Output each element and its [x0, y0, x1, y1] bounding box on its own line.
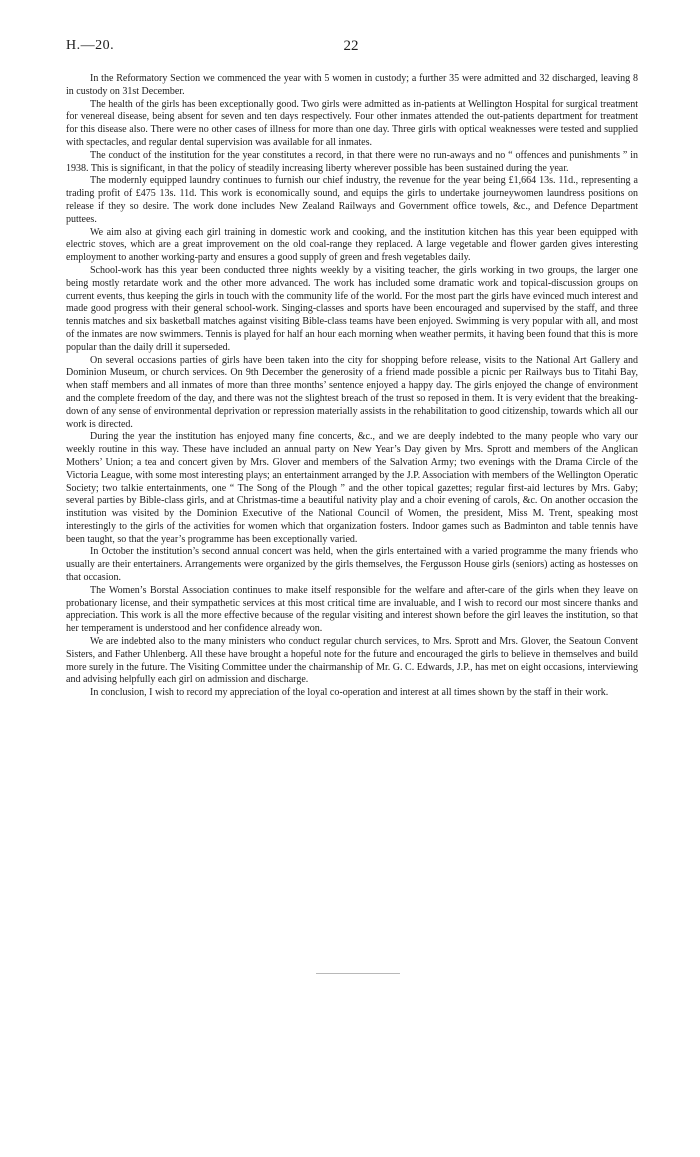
paragraph-conduct: The conduct of the institution for the year constitutes a record, in that there were no run-aways and no “ offences and punishments ” in 1938. This is significant, in that the policy of steadily increasing liberty wherever possible has been sustained during the year.	[66, 149, 638, 174]
paragraph-custody-numbers: In the Reformatory Section we commenced the year with 5 women in custody; a further 35 were admitted and 32 discharged, leaving 8 in custody on 31st December.	[66, 73, 638, 97]
paragraph-health: The health of the girls has been exceptionally good. Two girls were admitted as in-patients at Wellington Hospital for surgical treatment for venereal disease, being absent for seven and ten days respectively. Four other inmates attended the out-patients department for treatment for this disease also. There were no other cases of illness for more than one day. Three girls with optical weaknesses were tested and supplied with spectacles, and regular dental supervision was available for all inmates.	[66, 98, 638, 148]
paragraph-annual-concert: In October the institution’s second annual concert was held, when the girls entertained with a varied programme the many friends who usually are their entertainers. Arrangements were organized by the girls themselves, the Fergusson House girls (seniors) acting as hostesses on that occasion.	[66, 546, 638, 584]
page-number: 22	[343, 38, 359, 54]
paragraph-school-work: School-work has this year been conducted three nights weekly by a visiting teacher, the girls working in two groups, the larger one being mostly retardate work and the other more advanced. The work has included some dramatic work and topical-discussion groups on current events, thus keeping the girls in touch with the community life of the world. For the most part the girls have evinced much interest and made good progress with their general school-work. Singing-classes and sports have been encouraged and supervised by the staff, and three tennis matches and six basketball matches against visiting Bible-class teams have been enjoyed. Swimming is very popular with all, and most of the inmates are now swimmers. Tennis is played for half an hour each morning when weather permits, it having been found that this is more popular than the daily drill it superseded.	[66, 264, 638, 353]
paragraph-laundry: The modernly equipped laundry continues to furnish our chief industry, the revenue for the year being £1,664 13s. 11d., representing a trading profit of £475 13s. 11d. This work is economically sound, and equips the girls to undertake journeywomen laundress positions on release if they so desire. The work done includes New Zealand Railways and Government office towels, &c., and Defence Department puttees.	[66, 175, 638, 225]
paragraph-conclusion: In conclusion, I wish to record my appreciation of the loyal co-operation and interest at all times shown by the staff in their work.	[90, 687, 609, 699]
page-header	[66, 38, 636, 58]
document-reference: H.—20.	[66, 38, 115, 53]
paragraph-domestic-training: We aim also at giving each girl training in domestic work and cooking, and the institution kitchen has this year been equipped with electric stoves, which are a great improvement on the old coal-range they replaced. A large vegetable and flower garden gives interesting employment to another working-party and ensures a good supply of green and fresh vegetables daily.	[66, 226, 638, 264]
paragraph-entertainments: During the year the institution has enjoyed many fine concerts, &c., and we are deeply indebted to the many people who vary our weekly routine in this way. These have included an annual party on New Year’s Day given by Mrs. Sprott and members of the Anglican Mothers’ Union; a tea and concert given by Mrs. Glover and members of the Salvation Army; two evenings with the Drama Circle of the Victoria League, with some most interesting plays; an entertainment arranged by the J.P. Association with members of the Wellington Operatic Society; two talkie entertainments, one “ The Song of the Plough ” and the other topical gazettes; regular first-aid lectures by Mrs. Gaby; several parties by Bible-class girls, and at Christmas-time a beautiful nativity play and a choir evening of carols, &c. On another occasion the institution was visited by the Dominion Executive of the National Council of Women, the president, Miss M. Trent, speaking most interestingly to the girls of the activities for women which that organization fosters. Indoor games such as Badminton and table tennis have been taught, so that the year’s programme has been exceptionally varied.	[66, 431, 638, 545]
paragraph-borstal-association: The Women’s Borstal Association continues to make itself responsible for the welfare and after-care of the girls when they leave on probationary license, and their sympathetic services at this most critical time are invaluable, and I wish to record our most sincere thanks and appreciation. This work is all the more effective because of the regular visiting and interest shown before the girl leaves the institution, so that her temperament is understood and her confidence already won.	[66, 584, 638, 635]
paragraph-outings: On several occasions parties of girls have been taken into the city for shopping before release, visits to the National Art Gallery and Dominion Museum, or church services. On 9th December the generosity of a friend made possible a picnic per Railways bus to Titahi Bay, when staff members and all inmates of more than three months’ sentence enjoyed a happy day. The girls enjoyed the change of environment and the complete freedom of the day, and there was not the slightest breach of the trust so reposed in them. It is very evident that the breaking-down of any sense of environmental deprivation or repression materially assists in the rehabilitation to good citizenship, towards which all our work is directed.	[66, 354, 638, 430]
paragraph-ministers-committee: We are indebted also to the many ministers who conduct regular church services, to Mrs. Sprott and Mrs. Glover, the Seatoun Convent Sisters, and Father Uhlenberg. All these have brought a hopeful note for the future and encouraged the girls to believe in themselves and build more surely in the future. The Visiting Committee under the chairmanship of Mr. G. C. Edwards, J.P., has met on eight occasions, interviewing and advising helpfully each girl on admission and discharge.	[66, 636, 638, 686]
end-divider	[316, 973, 400, 974]
report-body	[66, 73, 638, 700]
